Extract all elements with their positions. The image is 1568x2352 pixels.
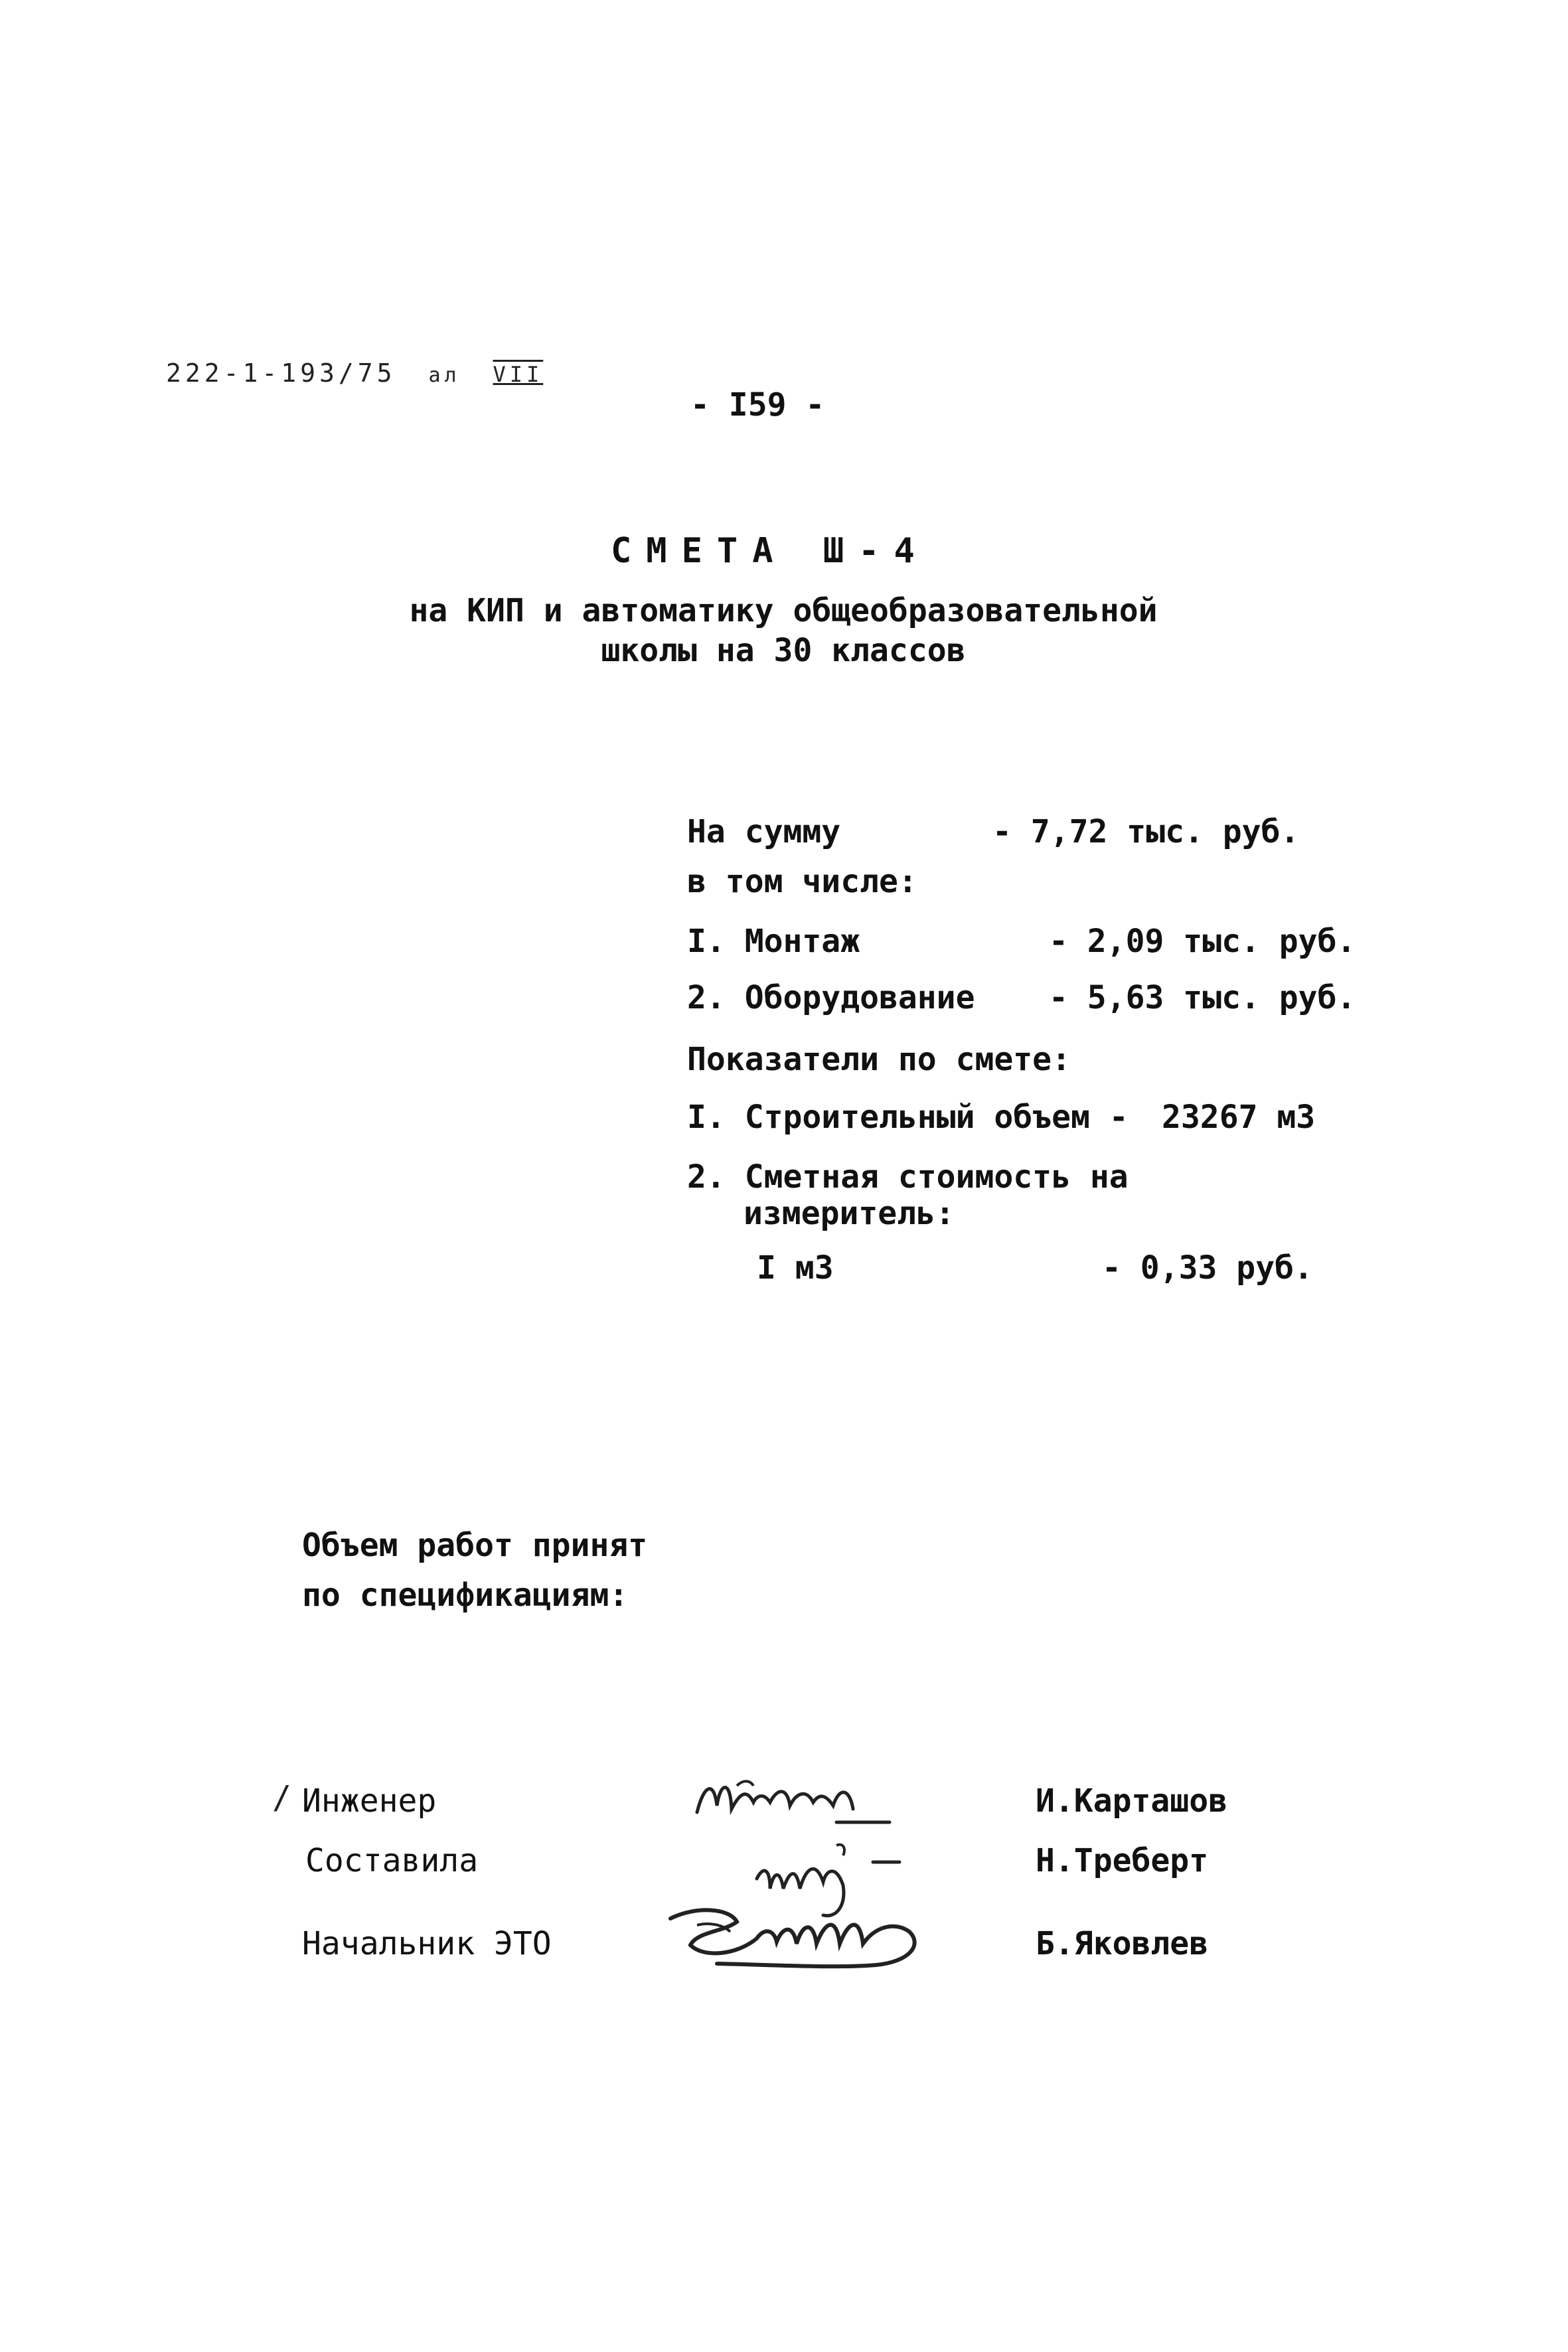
document-reference-volume: VII	[493, 362, 544, 387]
page-subtitle	[319, 591, 1248, 670]
indicator-1-label: I. Строительный объем -	[687, 1099, 1129, 1136]
total-label: На сумму	[687, 813, 841, 850]
indicator-2-label-line-2: измеритель:	[744, 1195, 955, 1232]
document-reference-suffix: ал	[428, 364, 461, 387]
indicator-2-unit: I м3	[757, 1249, 834, 1287]
signatory-role-1: Инженер	[302, 1782, 437, 1820]
item-2-value: - 5,63 тыс. руб.	[1049, 979, 1356, 1016]
signatory-role-3: Начальник ЭТО	[302, 1925, 552, 1962]
item-1-value: - 2,09 тыс. руб.	[1049, 923, 1356, 960]
signature-1-image	[690, 1766, 896, 1839]
signatory-name-1: И.Карташов	[1036, 1782, 1227, 1820]
document-reference-number: 222-1-193/75	[166, 358, 396, 388]
signature-3-image	[657, 1892, 963, 1978]
signatory-role-2: Составила	[305, 1842, 479, 1879]
document-reference	[166, 358, 543, 388]
signatory-name-2: Н.Треберт	[1036, 1842, 1209, 1879]
volume-note-line-1: Объем работ принят	[302, 1527, 648, 1564]
role-mark: /	[272, 1779, 291, 1816]
page-number: - I59 -	[690, 386, 825, 424]
total-value: - 7,72 тыс. руб.	[992, 813, 1300, 850]
indicator-2-value: - 0,33 руб.	[1102, 1249, 1313, 1287]
item-1-label: I. Монтаж	[687, 923, 860, 960]
subtitle-line-2: школы на 30 классов	[601, 632, 966, 669]
item-2-label: 2. Оборудование	[687, 979, 975, 1016]
indicator-1-value: 23267 м3	[1162, 1099, 1316, 1136]
including-label: в том числе:	[687, 863, 917, 900]
page-title: СМЕТА Ш-4	[611, 531, 929, 571]
indicators-label: Показатели по смете:	[687, 1041, 1071, 1078]
subtitle-line-1: на КИП и автоматику общеобразовательной	[409, 592, 1158, 629]
signatory-name-3: Б.Яковлев	[1036, 1925, 1209, 1962]
volume-note-line-2: по спецификациям:	[302, 1577, 629, 1614]
indicator-2-label-line-1: 2. Сметная стоимость на	[687, 1158, 1129, 1196]
